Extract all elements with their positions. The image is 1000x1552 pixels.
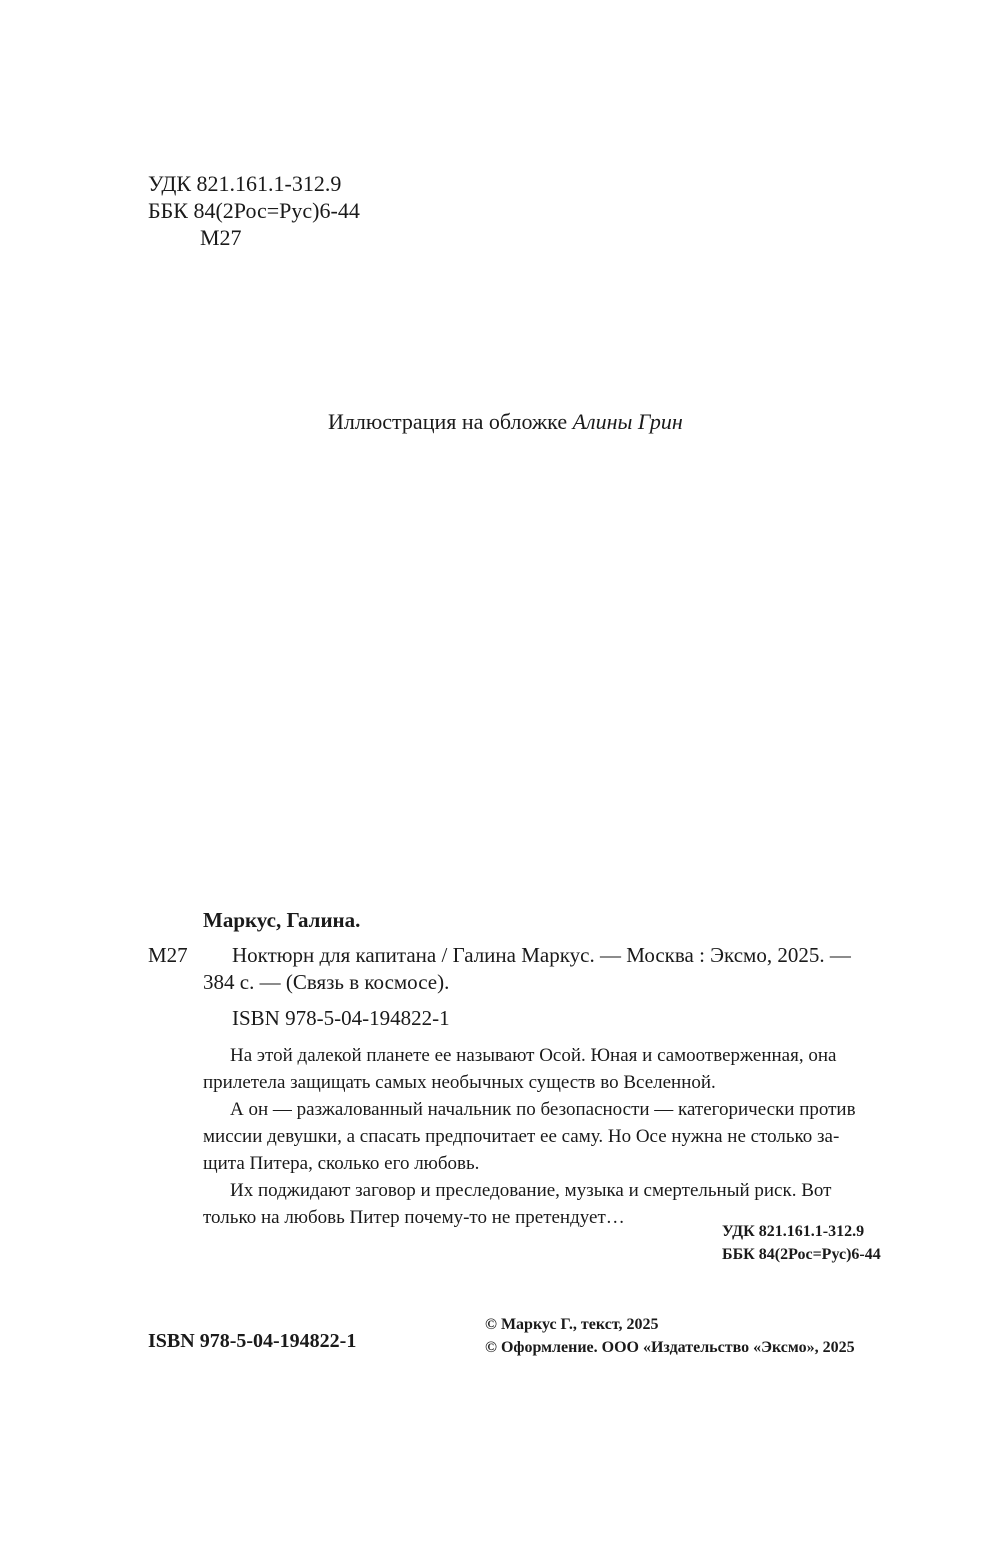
copyright-text: © Маркус Г., текст, 2025 (485, 1316, 659, 1333)
annotation-line: только на любовь Питер почему-то не претендует… (203, 1207, 625, 1228)
catalog-title-line: Ноктюрн для капитана / Галина Маркус. — Москва : Эксмо, 2025. — (232, 943, 851, 967)
footer-isbn: ISBN 978-5-04-194822-1 (148, 1330, 357, 1352)
annotation-line: прилетела защищать самых необычных существ во Вселенной. (203, 1072, 716, 1093)
catalog-author: Маркус, Галина. (203, 908, 361, 932)
top-author-mark: М27 (200, 225, 242, 250)
catalog-pages-line: 384 с. — (Связь в космосе). (203, 970, 450, 994)
illustration-prefix: Иллюстрация на обложке (328, 409, 568, 434)
copyright-design: © Оформление. ООО «Издательство «Эксмо», 2025 (485, 1339, 855, 1356)
catalog-author-mark: М27 (148, 943, 188, 967)
annotation-line: Их поджидают заговор и преследование, музыка и смертельный риск. Вот (230, 1180, 832, 1201)
bottom-bbk-code: ББК 84(2Рос=Рус)6-44 (722, 1246, 881, 1263)
bottom-udk-code: УДК 821.161.1-312.9 (722, 1223, 865, 1240)
illustration-credit (328, 408, 683, 436)
top-bbk-code: ББК 84(2Рос=Рус)6-44 (148, 198, 360, 223)
top-udk-code: УДК 821.161.1-312.9 (148, 171, 342, 196)
annotation-line: щита Питера, сколько его любовь. (203, 1153, 480, 1174)
catalog-isbn: ISBN 978-5-04-194822-1 (232, 1006, 450, 1030)
annotation-line: На этой далекой планете ее называют Осой. Юная и самоотверженная, она (230, 1045, 837, 1066)
illustration-artist: Алины Грин (572, 409, 683, 434)
annotation-line: миссии девушки, а спасать предпочитает ее саму. Но Осе нужна не столько за- (203, 1126, 840, 1147)
annotation (203, 1042, 903, 1231)
annotation-line: А он — разжалованный начальник по безопасности — категорически против (230, 1099, 856, 1120)
